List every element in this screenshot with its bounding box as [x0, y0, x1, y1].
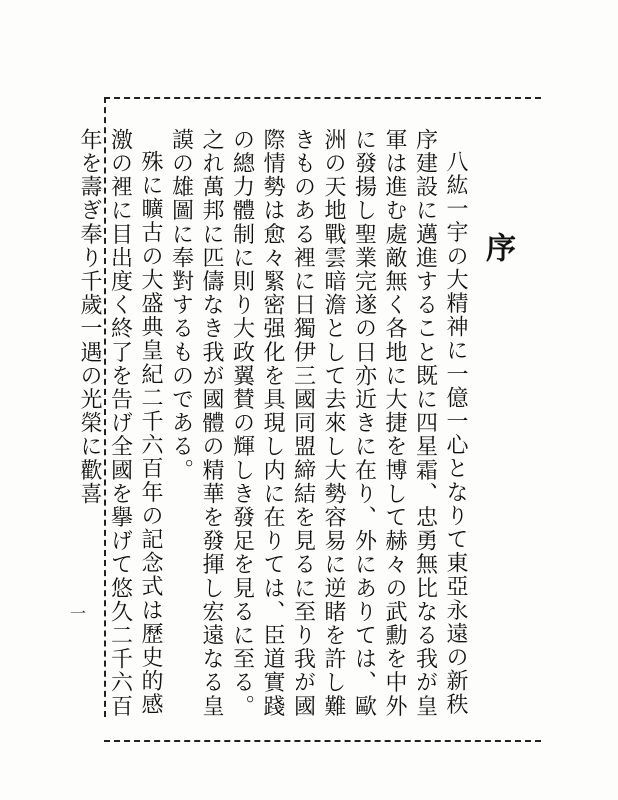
page-number: 一 [70, 604, 87, 623]
preface-body [77, 128, 470, 728]
top-dashed-rule [104, 97, 541, 99]
paragraph-1: 八紘一宇の大精神に一億一心となりて東亞永遠の新秩序建設に邁進すること既に四星霜、忠勇無比なる我が皇軍は進む處敵無く各地に大捷を博して赫々の武勳を中外に發揚し聖業完遂の日亦近きに在り、外にありては、歐洲の天地戰雲暗澹として去來し大勢容易に逆睹を許し難きものある裡に日獨伊三國同盟締結を見るに至り我が國際情勢は愈々緊密强化を具現し内に在りては、臣道實踐の總力體制に則り大政翼賛の輝しき發足を見るに至る。之れ萬邦に匹儔なき我が國體の精華を發揮し宏遠なる皇謨の雄圖に奉對するものである。 [168, 128, 468, 718]
preface-title: 序 [480, 232, 515, 262]
paragraph-2: 殊に曠古の大盛典皇紀二千六百年の記念式は歷史的感激の裡に目出度く終了を告げ全國を擧げて悠久二千六百年を壽ぎ奉り千歲一遇の光榮に歡喜 [77, 128, 163, 718]
bottom-dashed-rule [104, 740, 541, 742]
